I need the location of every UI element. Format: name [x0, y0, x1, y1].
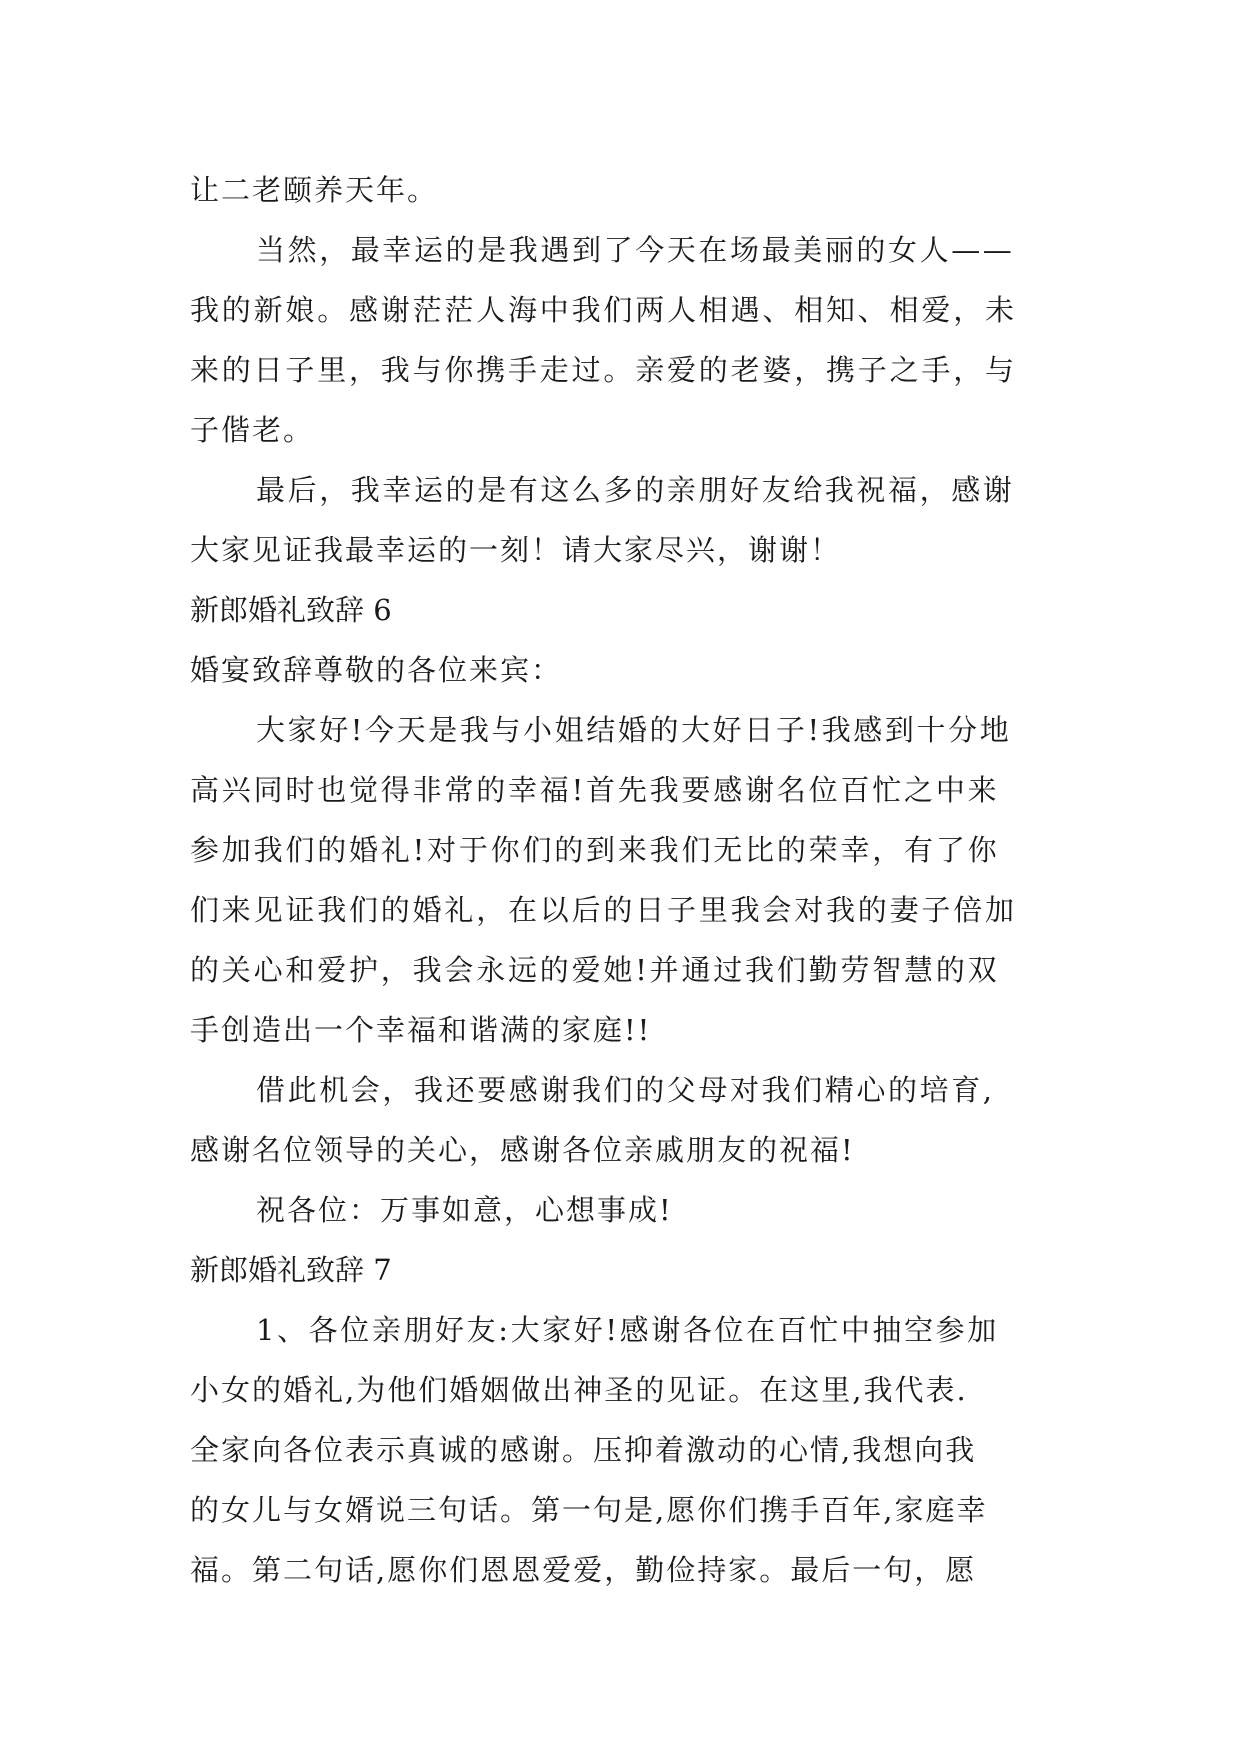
- paragraph-line: 的女儿与女婿说三句话。第一句是,愿你们携手百年,家庭幸: [190, 1493, 988, 1527]
- paragraph-line: 最后，我幸运的是有这么多的亲朋好友给我祝福，感谢: [256, 473, 1015, 507]
- paragraph-line: 全家向各位表示真诚的感谢。压抑着激动的心情,我想向我: [190, 1433, 977, 1467]
- paragraph-line: 大家好!今天是我与小姐结婚的大好日子!我感到十分地: [256, 713, 1012, 747]
- paragraph-line: 参加我们的婚礼!对于你们的到来我们无比的荣幸，有了你: [190, 833, 1000, 867]
- paragraph-line: 们来见证我们的婚礼，在以后的日子里我会对我的妻子倍加: [190, 893, 1017, 927]
- paragraph-line: 子偕老。: [190, 413, 315, 447]
- paragraph-line: 高兴同时也觉得非常的幸福!首先我要感谢名位百忙之中来: [190, 773, 1000, 807]
- document-body: [190, 160, 1055, 1600]
- paragraph-line: 手创造出一个幸福和谐满的家庭!!: [190, 1013, 652, 1047]
- paragraph-line: 大家见证我最幸运的一刻！请大家尽兴，谢谢！: [190, 533, 842, 567]
- paragraph-line: 借此机会，我还要感谢我们的父母对我们精心的培育,: [256, 1073, 995, 1107]
- paragraph-line: 福。第二句话,愿你们恩恩爱爱，勤俭持家。最后一句，愿: [190, 1553, 977, 1587]
- paragraph-line: 来的日子里，我与你携手走过。亲爱的老婆，携子之手，与: [190, 353, 1017, 387]
- section-heading: 新郎婚礼致辞 6: [190, 593, 392, 627]
- paragraph-line: 当然，最幸运的是我遇到了今天在场最美丽的女人——: [256, 233, 1015, 267]
- paragraph-line: 的关心和爱护，我会永远的爱她!并通过我们勤劳智慧的双: [190, 953, 1000, 987]
- paragraph-line: 小女的婚礼,为他们婚姻做出神圣的见证。在这里,我代表.: [190, 1373, 968, 1407]
- section-heading: 新郎婚礼致辞 7: [190, 1253, 392, 1287]
- paragraph-line: 祝各位：万事如意，心想事成!: [256, 1193, 673, 1227]
- paragraph-line: 让二老颐养天年。: [190, 173, 439, 207]
- paragraph-line: 感谢名位领导的关心，感谢各位亲戚朋友的祝福!: [190, 1133, 855, 1167]
- paragraph-line: 我的新娘。感谢茫茫人海中我们两人相遇、相知、相爱，未: [190, 293, 1017, 327]
- paragraph-line: 1、各位亲朋好友:大家好!感谢各位在百忙中抽空参加: [256, 1313, 999, 1347]
- paragraph-line: 婚宴致辞尊敬的各位来宾：: [190, 653, 563, 687]
